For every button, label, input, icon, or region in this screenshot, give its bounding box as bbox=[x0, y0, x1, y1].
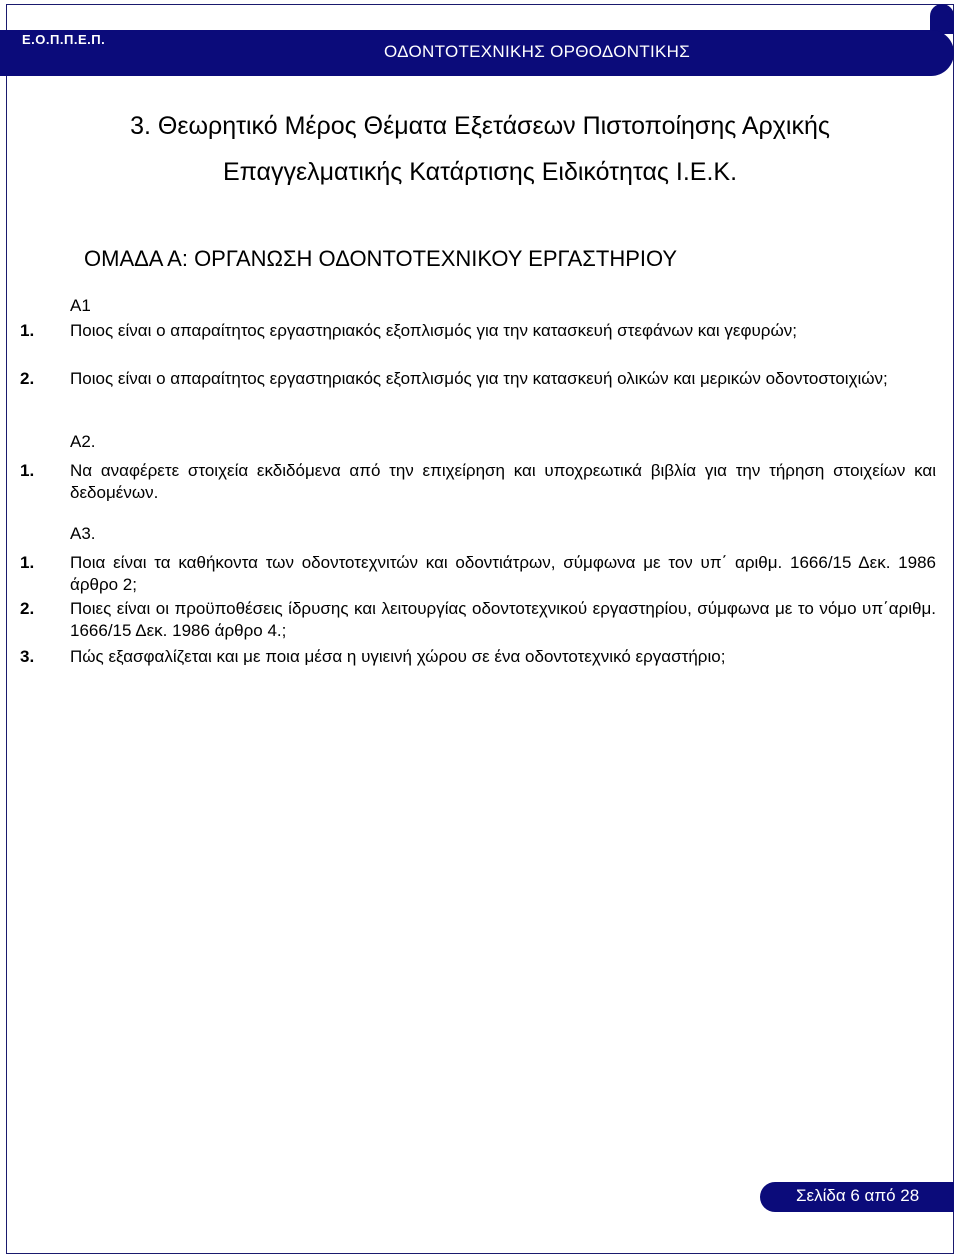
question-number: 1. bbox=[20, 321, 35, 340]
section-label-a3: Α3. bbox=[70, 524, 96, 543]
question-number: 2. bbox=[20, 369, 35, 388]
question-item bbox=[20, 646, 936, 668]
section-label-a1: Α1 bbox=[70, 296, 91, 315]
header-specialty: ΟΔΟΝΤΟΤΕΧΝΙΚΗΣ ΟΡΘΟΔΟΝΤΙΚΗΣ bbox=[384, 42, 691, 61]
question-text: Ποια είναι τα καθήκοντα των οδοντοτεχνιτών και οδοντιάτρων, σύμφωνα με τον υπ΄ αριθμ. 1666/15 Δεκ. 1986 άρθρο 2; bbox=[70, 553, 936, 594]
document-title-line-2: Επαγγελματικής Κατάρτισης Ειδικότητας Ι.Ε.Κ. bbox=[222, 158, 738, 186]
question-item bbox=[20, 552, 936, 596]
question-text: Να αναφέρετε στοιχεία εκδιδόμενα από την επιχείρηση και υποχρεωτικά βιβλία για την τήρηση στοιχείων και δεδομένων. bbox=[70, 461, 936, 502]
document-title-line-1: 3. Θεωρητικό Μέρος Θέματα Εξετάσεων Πιστοποίησης Αρχικής bbox=[130, 112, 830, 140]
question-number: 3. bbox=[20, 647, 35, 666]
question-text: Ποιος είναι ο απαραίτητος εργαστηριακός εξοπλισμός για την κατασκευή στεφάνων και γεφυρών; bbox=[70, 321, 797, 340]
question-text: Ποιος είναι ο απαραίτητος εργαστηριακός εξοπλισμός για την κατασκευή ολικών και μερικών οδοντοστοιχιών; bbox=[70, 369, 888, 388]
question-item bbox=[20, 368, 936, 390]
section-label-a2: Α2. bbox=[70, 432, 96, 451]
question-number: 2. bbox=[20, 599, 35, 618]
question-item bbox=[20, 460, 936, 504]
question-number: 1. bbox=[20, 461, 35, 480]
header-org: Ε.Ο.Π.Π.Ε.Π. bbox=[22, 32, 106, 47]
group-title: ΟΜΑΔΑ Α: ΟΡΓΑΝΩΣΗ ΟΔΟΝΤΟΤΕΧΝΙΚΟΥ ΕΡΓΑΣΤΗΡΙΟΥ bbox=[84, 246, 678, 271]
question-number: 1. bbox=[20, 553, 35, 572]
question-text: Πώς εξασφαλίζεται και με ποια μέσα η υγιεινή χώρου σε ένα οδοντοτεχνικό εργαστήριο; bbox=[70, 647, 726, 666]
question-item bbox=[20, 598, 936, 642]
question-text: Ποιες είναι οι προϋποθέσεις ίδρυσης και λειτουργίας οδοντοτεχνικού εργαστηρίου, σύμφωνα με το νόμο υπ΄αριθμ. 1666/15 Δεκ. 1986 άρθρο 4.; bbox=[70, 599, 936, 640]
question-item bbox=[20, 320, 936, 342]
page-number: Σελίδα 6 από 28 bbox=[796, 1186, 920, 1205]
